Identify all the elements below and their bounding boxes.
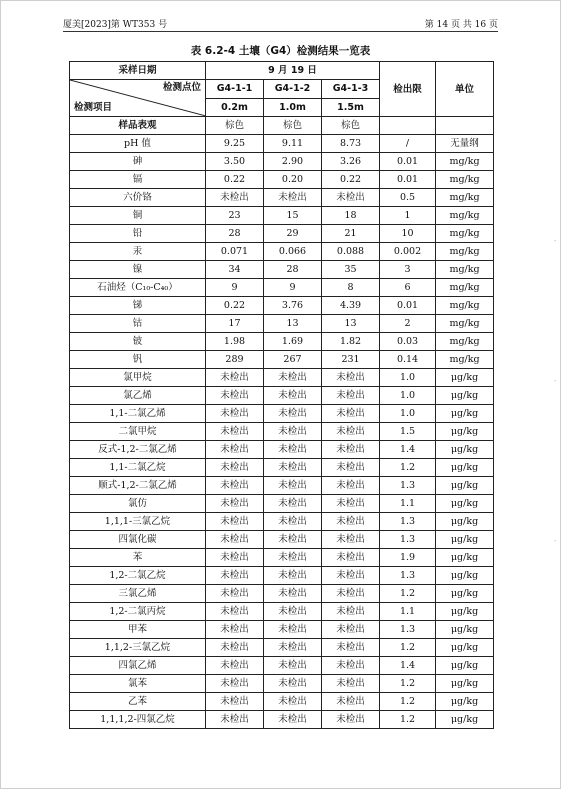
- table-row: [70, 387, 494, 405]
- item-name: 镉: [70, 171, 206, 189]
- unit: mg/kg: [436, 261, 494, 279]
- item-name: 反式-1,2-二氯乙烯: [70, 441, 206, 459]
- unit: mg/kg: [436, 279, 494, 297]
- value-g4-1-2: 未检出: [264, 585, 322, 603]
- detection-limit: 1.2: [380, 585, 436, 603]
- table-row: [70, 639, 494, 657]
- appearance-0: 棕色: [206, 117, 264, 135]
- unit: μg/kg: [436, 477, 494, 495]
- value-g4-1-3: 未检出: [322, 639, 380, 657]
- value-g4-1-2: 2.90: [264, 153, 322, 171]
- table-row: [70, 675, 494, 693]
- point-g4-1-2: G4-1-2: [264, 80, 322, 99]
- unit: μg/kg: [436, 513, 494, 531]
- header-row-date: [70, 62, 494, 80]
- detection-limit: 2: [380, 315, 436, 333]
- value-g4-1-2: 未检出: [264, 369, 322, 387]
- value-g4-1-1: 未检出: [206, 441, 264, 459]
- table-row: [70, 549, 494, 567]
- unit: μg/kg: [436, 567, 494, 585]
- unit: μg/kg: [436, 603, 494, 621]
- margin-mark: -: [554, 537, 557, 545]
- value-g4-1-3: 未检出: [322, 405, 380, 423]
- value-g4-1-1: 0.22: [206, 297, 264, 315]
- value-g4-1-2: 未检出: [264, 423, 322, 441]
- table-row: [70, 171, 494, 189]
- detection-limit: 1.0: [380, 405, 436, 423]
- value-g4-1-1: 9: [206, 279, 264, 297]
- value-g4-1-2: 未检出: [264, 549, 322, 567]
- detection-limit: 1.2: [380, 459, 436, 477]
- value-g4-1-1: 未检出: [206, 531, 264, 549]
- value-g4-1-1: 未检出: [206, 387, 264, 405]
- item-name: 1,1-二氯乙烯: [70, 405, 206, 423]
- appearance-1: 棕色: [264, 117, 322, 135]
- item-name: 铜: [70, 207, 206, 225]
- detection-limit: 1.1: [380, 495, 436, 513]
- detection-limit: 6: [380, 279, 436, 297]
- point-label: 检测点位: [162, 82, 201, 93]
- value-g4-1-3: 未检出: [322, 603, 380, 621]
- table-row: [70, 567, 494, 585]
- sampling-date-value: 9 月 19 日: [206, 62, 380, 80]
- value-g4-1-3: 未检出: [322, 567, 380, 585]
- detection-limit: 1.0: [380, 369, 436, 387]
- sampling-date-label: 采样日期: [70, 62, 206, 80]
- unit: mg/kg: [436, 189, 494, 207]
- value-g4-1-3: 35: [322, 261, 380, 279]
- item-name: 石油烃（C₁₀-C₄₀）: [70, 279, 206, 297]
- value-g4-1-1: 34: [206, 261, 264, 279]
- unit: μg/kg: [436, 459, 494, 477]
- detection-limit: 1: [380, 207, 436, 225]
- value-g4-1-2: 未检出: [264, 405, 322, 423]
- value-g4-1-1: 23: [206, 207, 264, 225]
- table-row: [70, 333, 494, 351]
- table-body: [70, 135, 494, 729]
- unit: mg/kg: [436, 225, 494, 243]
- unit: μg/kg: [436, 387, 494, 405]
- table-row: [70, 153, 494, 171]
- unit: μg/kg: [436, 621, 494, 639]
- value-g4-1-1: 289: [206, 351, 264, 369]
- unit: μg/kg: [436, 675, 494, 693]
- detection-limit: 1.5: [380, 423, 436, 441]
- appearance-blank-unit: [436, 117, 494, 135]
- detection-limit: 1.2: [380, 693, 436, 711]
- page-header: [63, 17, 498, 32]
- value-g4-1-2: 28: [264, 261, 322, 279]
- value-g4-1-3: 8: [322, 279, 380, 297]
- value-g4-1-3: 0.088: [322, 243, 380, 261]
- table-row: [70, 603, 494, 621]
- detection-limit: 1.4: [380, 441, 436, 459]
- item-name: 1,2-二氯乙烷: [70, 567, 206, 585]
- value-g4-1-3: 未检出: [322, 585, 380, 603]
- value-g4-1-3: 未检出: [322, 477, 380, 495]
- depth-0: 0.2m: [206, 98, 264, 117]
- detection-limit: 0.14: [380, 351, 436, 369]
- value-g4-1-2: 未检出: [264, 189, 322, 207]
- item-name: 二氯甲烷: [70, 423, 206, 441]
- item-name: 汞: [70, 243, 206, 261]
- table-row: [70, 297, 494, 315]
- value-g4-1-2: 9: [264, 279, 322, 297]
- detection-limit-header: 检出限: [380, 62, 436, 117]
- value-g4-1-2: 未检出: [264, 675, 322, 693]
- item-name: 乙苯: [70, 693, 206, 711]
- value-g4-1-2: 未检出: [264, 513, 322, 531]
- item-name: 甲苯: [70, 621, 206, 639]
- detection-limit: 1.3: [380, 621, 436, 639]
- point-g4-1-1: G4-1-1: [206, 80, 264, 99]
- detection-limit: 1.9: [380, 549, 436, 567]
- value-g4-1-2: 未检出: [264, 711, 322, 729]
- item-name: pH 值: [70, 135, 206, 153]
- table-row: [70, 315, 494, 333]
- value-g4-1-3: 未检出: [322, 657, 380, 675]
- value-g4-1-2: 未检出: [264, 657, 322, 675]
- value-g4-1-2: 未检出: [264, 531, 322, 549]
- item-name: 六价铬: [70, 189, 206, 207]
- unit: μg/kg: [436, 441, 494, 459]
- value-g4-1-3: 231: [322, 351, 380, 369]
- value-g4-1-1: 未检出: [206, 675, 264, 693]
- detection-limit: 1.3: [380, 513, 436, 531]
- table-row: [70, 423, 494, 441]
- unit: mg/kg: [436, 315, 494, 333]
- value-g4-1-1: 未检出: [206, 621, 264, 639]
- value-g4-1-3: 未检出: [322, 369, 380, 387]
- detection-limit: 1.4: [380, 657, 436, 675]
- report-number: 厦美[2023]第 WT353 号: [63, 20, 168, 30]
- appearance-row: [70, 117, 494, 135]
- value-g4-1-1: 28: [206, 225, 264, 243]
- value-g4-1-2: 1.69: [264, 333, 322, 351]
- item-name: 1,1,2-三氯乙烷: [70, 639, 206, 657]
- value-g4-1-3: 未检出: [322, 549, 380, 567]
- table-row: [70, 279, 494, 297]
- item-name: 锑: [70, 297, 206, 315]
- margin-mark: -: [554, 237, 557, 245]
- value-g4-1-2: 未检出: [264, 477, 322, 495]
- detection-limit: 1.3: [380, 567, 436, 585]
- unit: mg/kg: [436, 333, 494, 351]
- unit: μg/kg: [436, 549, 494, 567]
- item-name: 苯: [70, 549, 206, 567]
- detection-limit: 1.0: [380, 387, 436, 405]
- detection-limit: 1.3: [380, 531, 436, 549]
- value-g4-1-2: 3.76: [264, 297, 322, 315]
- value-g4-1-3: 未检出: [322, 675, 380, 693]
- value-g4-1-2: 9.11: [264, 135, 322, 153]
- value-g4-1-1: 未检出: [206, 567, 264, 585]
- unit: mg/kg: [436, 207, 494, 225]
- value-g4-1-1: 未检出: [206, 459, 264, 477]
- item-name: 铍: [70, 333, 206, 351]
- table-row: [70, 261, 494, 279]
- value-g4-1-3: 未检出: [322, 189, 380, 207]
- value-g4-1-3: 未检出: [322, 387, 380, 405]
- table-row: [70, 243, 494, 261]
- item-name: 四氯乙烯: [70, 657, 206, 675]
- table-row: [70, 513, 494, 531]
- table-title: 表 6.2-4 土壤（G4）检测结果一览表: [190, 45, 371, 57]
- detection-limit: 0.002: [380, 243, 436, 261]
- value-g4-1-3: 未检出: [322, 621, 380, 639]
- detection-limit: 0.01: [380, 153, 436, 171]
- value-g4-1-1: 未检出: [206, 189, 264, 207]
- value-g4-1-1: 未检出: [206, 477, 264, 495]
- unit: μg/kg: [436, 585, 494, 603]
- detection-limit: 1.2: [380, 711, 436, 729]
- diagonal-header-cell: [70, 80, 206, 117]
- value-g4-1-1: 未检出: [206, 657, 264, 675]
- table-row: [70, 135, 494, 153]
- unit: μg/kg: [436, 495, 494, 513]
- table-row: [70, 711, 494, 729]
- item-name: 砷: [70, 153, 206, 171]
- table-row: [70, 459, 494, 477]
- item-name: 四氯化碳: [70, 531, 206, 549]
- value-g4-1-2: 15: [264, 207, 322, 225]
- value-g4-1-1: 未检出: [206, 513, 264, 531]
- value-g4-1-2: 未检出: [264, 387, 322, 405]
- table-row: [70, 189, 494, 207]
- table-row: [70, 351, 494, 369]
- value-g4-1-3: 0.22: [322, 171, 380, 189]
- item-name: 顺式-1,2-二氯乙烯: [70, 477, 206, 495]
- detection-limit: 0.03: [380, 333, 436, 351]
- table-row: [70, 225, 494, 243]
- table-row: [70, 495, 494, 513]
- appearance-label: 样品表观: [70, 117, 206, 135]
- unit: mg/kg: [436, 153, 494, 171]
- table-row: [70, 369, 494, 387]
- value-g4-1-3: 1.82: [322, 333, 380, 351]
- detection-limit: 3: [380, 261, 436, 279]
- value-g4-1-1: 0.071: [206, 243, 264, 261]
- results-table: [69, 61, 494, 729]
- detection-limit: 1.3: [380, 477, 436, 495]
- table-row: [70, 621, 494, 639]
- value-g4-1-1: 1.98: [206, 333, 264, 351]
- value-g4-1-2: 未检出: [264, 693, 322, 711]
- unit: μg/kg: [436, 711, 494, 729]
- table-row: [70, 585, 494, 603]
- table-row: [70, 531, 494, 549]
- value-g4-1-3: 未检出: [322, 423, 380, 441]
- unit: μg/kg: [436, 369, 494, 387]
- item-name: 1,2-二氯丙烷: [70, 603, 206, 621]
- depth-1: 1.0m: [264, 98, 322, 117]
- value-g4-1-1: 17: [206, 315, 264, 333]
- value-g4-1-1: 未检出: [206, 711, 264, 729]
- unit: μg/kg: [436, 531, 494, 549]
- value-g4-1-3: 8.73: [322, 135, 380, 153]
- value-g4-1-1: 9.25: [206, 135, 264, 153]
- table-row: [70, 207, 494, 225]
- unit: μg/kg: [436, 639, 494, 657]
- value-g4-1-3: 18: [322, 207, 380, 225]
- value-g4-1-2: 未检出: [264, 441, 322, 459]
- unit: mg/kg: [436, 351, 494, 369]
- value-g4-1-2: 未检出: [264, 603, 322, 621]
- detection-limit: 1.2: [380, 639, 436, 657]
- margin-mark: -: [554, 377, 557, 385]
- item-name: 氯乙烯: [70, 387, 206, 405]
- value-g4-1-3: 未检出: [322, 459, 380, 477]
- value-g4-1-3: 未检出: [322, 693, 380, 711]
- value-g4-1-3: 13: [322, 315, 380, 333]
- item-name: 镍: [70, 261, 206, 279]
- table-row: [70, 441, 494, 459]
- detection-limit: 0.5: [380, 189, 436, 207]
- detection-limit: /: [380, 135, 436, 153]
- detection-limit: 0.01: [380, 171, 436, 189]
- value-g4-1-2: 未检出: [264, 495, 322, 513]
- value-g4-1-1: 未检出: [206, 369, 264, 387]
- value-g4-1-3: 21: [322, 225, 380, 243]
- value-g4-1-2: 未检出: [264, 621, 322, 639]
- value-g4-1-2: 未检出: [264, 639, 322, 657]
- unit: μg/kg: [436, 657, 494, 675]
- value-g4-1-1: 未检出: [206, 693, 264, 711]
- item-name: 氯苯: [70, 675, 206, 693]
- depth-2: 1.5m: [322, 98, 380, 117]
- item-name: 钒: [70, 351, 206, 369]
- detection-limit: 10: [380, 225, 436, 243]
- unit: μg/kg: [436, 693, 494, 711]
- value-g4-1-1: 未检出: [206, 405, 264, 423]
- item-label: 检测项目: [74, 102, 113, 113]
- item-name: 铅: [70, 225, 206, 243]
- table-row: [70, 405, 494, 423]
- item-name: 氯甲烷: [70, 369, 206, 387]
- value-g4-1-2: 267: [264, 351, 322, 369]
- appearance-2: 棕色: [322, 117, 380, 135]
- value-g4-1-3: 未检出: [322, 711, 380, 729]
- page-number: 第 14 页 共 16 页: [424, 20, 498, 30]
- value-g4-1-2: 13: [264, 315, 322, 333]
- detection-limit: 1.1: [380, 603, 436, 621]
- value-g4-1-1: 未检出: [206, 495, 264, 513]
- detection-limit: 0.01: [380, 297, 436, 315]
- unit: μg/kg: [436, 423, 494, 441]
- table-row: [70, 657, 494, 675]
- item-name: 1,1,1,2-四氯乙烷: [70, 711, 206, 729]
- detection-limit: 1.2: [380, 675, 436, 693]
- value-g4-1-2: 0.066: [264, 243, 322, 261]
- value-g4-1-1: 未检出: [206, 639, 264, 657]
- unit-header: 单位: [436, 62, 494, 117]
- appearance-blank-limit: [380, 117, 436, 135]
- unit: mg/kg: [436, 297, 494, 315]
- value-g4-1-2: 0.20: [264, 171, 322, 189]
- unit: mg/kg: [436, 171, 494, 189]
- value-g4-1-1: 未检出: [206, 585, 264, 603]
- table-row: [70, 477, 494, 495]
- value-g4-1-3: 未检出: [322, 531, 380, 549]
- point-g4-1-3: G4-1-3: [322, 80, 380, 99]
- value-g4-1-1: 0.22: [206, 171, 264, 189]
- value-g4-1-3: 未检出: [322, 495, 380, 513]
- value-g4-1-3: 未检出: [322, 441, 380, 459]
- value-g4-1-2: 未检出: [264, 567, 322, 585]
- value-g4-1-1: 未检出: [206, 603, 264, 621]
- unit: 无量纲: [436, 135, 494, 153]
- value-g4-1-3: 4.39: [322, 297, 380, 315]
- item-name: 三氯乙烯: [70, 585, 206, 603]
- unit: mg/kg: [436, 243, 494, 261]
- value-g4-1-1: 未检出: [206, 549, 264, 567]
- item-name: 1,1,1-三氯乙烷: [70, 513, 206, 531]
- value-g4-1-3: 未检出: [322, 513, 380, 531]
- value-g4-1-1: 未检出: [206, 423, 264, 441]
- item-name: 1,1-二氯乙烷: [70, 459, 206, 477]
- value-g4-1-1: 3.50: [206, 153, 264, 171]
- value-g4-1-2: 29: [264, 225, 322, 243]
- item-name: 钴: [70, 315, 206, 333]
- table-row: [70, 693, 494, 711]
- item-name: 氯仿: [70, 495, 206, 513]
- value-g4-1-2: 未检出: [264, 459, 322, 477]
- value-g4-1-3: 3.26: [322, 153, 380, 171]
- unit: μg/kg: [436, 405, 494, 423]
